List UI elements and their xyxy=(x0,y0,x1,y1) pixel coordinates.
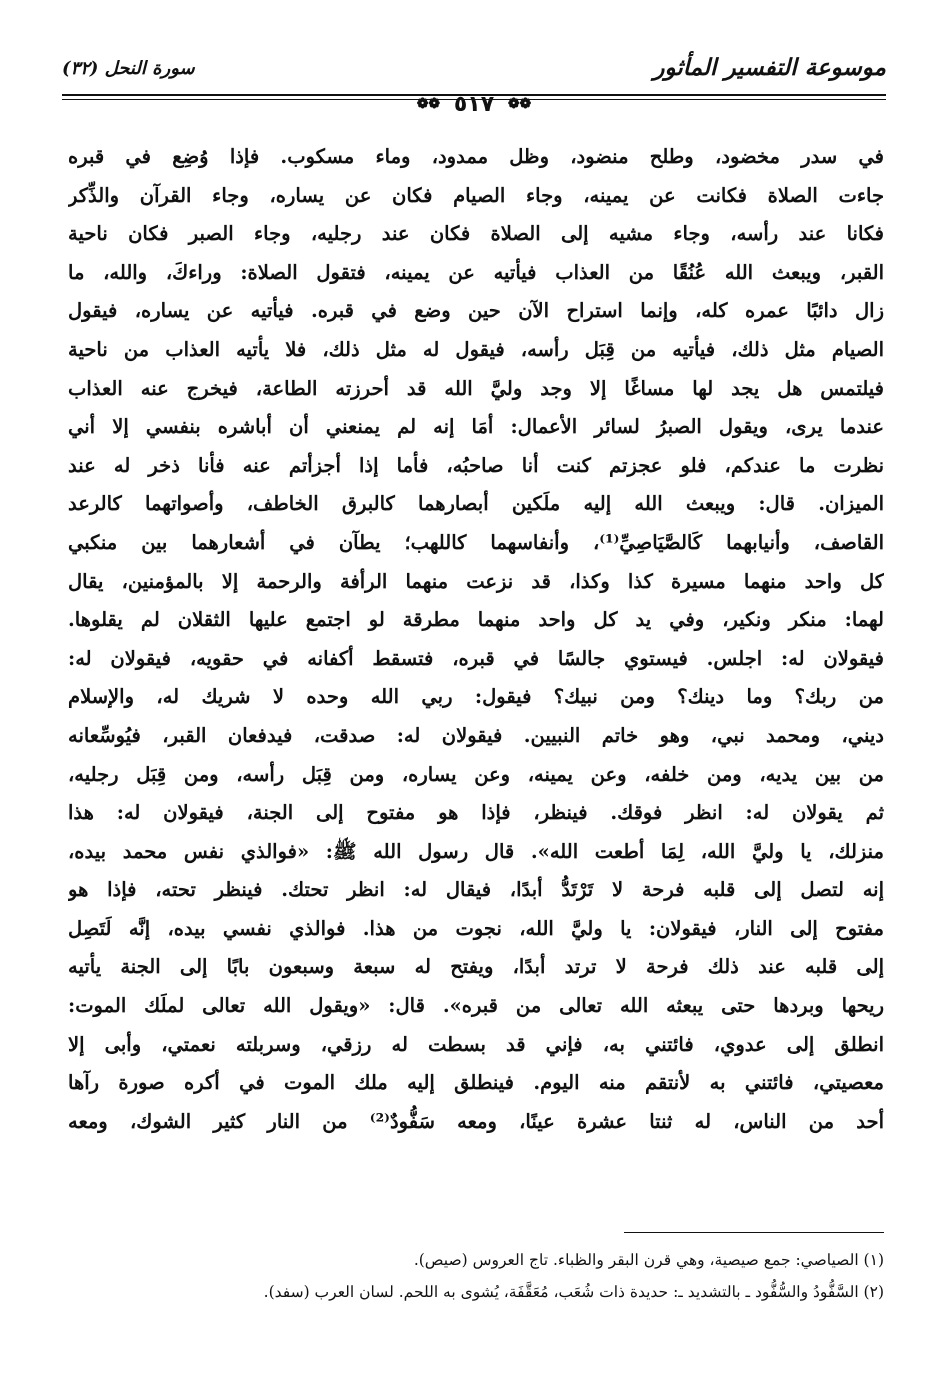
text-line: انطلق إلى عدوي، فائتني به، فإني قد بسطت له رزقي، وسربلته نعمتي، وأبى إلا xyxy=(68,1032,884,1056)
text-line: إلى قلبه عند ذلك فرحة لا ترتد أبدًا، ويفتح له سبعة وسبعون بابًا إلى الجنة يأتيه xyxy=(68,955,884,979)
book-title: موسوعة التفسير المأثور xyxy=(653,54,886,81)
text-line: القاصف، وأنيابهما كَالصَّيَاصِيِّ⁽¹⁾، وأنفاسهما كاللهب؛ يطآن في أشعارهما بين منكبي xyxy=(68,530,884,554)
footnote: (١) الصياصي: جمع صيصية، وهي قرن البقر والظباء. تاج العروس (صيص). xyxy=(413,1251,884,1269)
text-line: زال دائبًا عمره كله، وإنما استراح الآن حين وضع في قبره. فيأتيه عن يساره، فيقول xyxy=(68,299,884,323)
text-line: جاءت الصلاة فكانت عن يمينه، وجاء الصيام فكان عن يساره، وجاء القرآن والذِّكر xyxy=(68,183,884,207)
text-line: الميزان. قال: ويبعث الله إليه ملَكين أبصارهما كالبرق الخاطف، وأصواتهما كالرعد xyxy=(68,492,884,516)
text-line: فيقولان له: اجلس. فيستوي جالسًا في قبره، فتسقط أكفانه في حقويه، فيقولان له: xyxy=(68,646,884,670)
text-line: نظرت ما عندكم، فلو عجزتم كنت أنا صاحبُه، فأما إذا أجزأتم عنه فأنا ذخر له عند xyxy=(68,453,884,477)
text-line: مفتوح إلى النار، فيقولان: يا وليَّ الله، نجوت من هذا. فوالذي نفسي بيده، إنَّه لَتَصِل xyxy=(68,916,884,940)
text-line: في سدر مخضود، وطلح منضود، وظل ممدود، وماء مسكوب. فإذا وُضِع في قبره xyxy=(68,145,884,168)
text-line: القبر، ويبعث الله عُنُقًا من العذاب فيأتيه عن يمينه، فتقول الصلاة: وراءكَ، والله، ما xyxy=(68,260,884,284)
page-number-block xyxy=(0,90,948,117)
footnote: (٢) السَّفُّودُ والسُّفُّود ـ بالتشديد ـ: حديدة ذات شُعَب، مُعَقَّفَة، يُشوى به اللحم. لسان العرب (سفد). xyxy=(263,1283,884,1301)
ornament-left-icon: ❁❁ xyxy=(416,96,441,112)
text-line: ريحها وبردها حتى يبعثه الله تعالى من قبره». قال: «ويقول الله تعالى لملَك الموت: xyxy=(68,994,884,1018)
text-line: منزلك، يا وليَّ الله، لِمَا أطعت الله». قال رسول الله ﷺ: «فوالذي نفس محمد بيده، xyxy=(68,839,884,863)
text-line: عندما يرى، ويقول الصبرُ لسائر الأعمال: أمَا إنه لم يمنعني أن أباشره بنفسي إلا أني xyxy=(68,415,884,439)
text-line: الصيام مثل ذلك، فيأتيه من قِبَل رأسه، فيقول له مثل ذلك، فلا يأتيه العذاب من ناحية xyxy=(68,337,884,361)
text-line: من بين يديه، ومن خلفه، وعن يمينه، وعن يساره، ومن قِبَل رأسه، ومن قِبَل رجليه، xyxy=(68,762,884,786)
text-line: فيلتمس هل يجد لها مساغًا إلا وجد وليَّ الله قد أحرزته الطاعة، فيخرج عنه العذاب xyxy=(68,376,884,400)
body-text xyxy=(68,138,884,1141)
page-number: ٥١٧ xyxy=(453,91,495,117)
text-line: ثم يقولان له: انظر فوقك. فينظر، فإذا هو مفتوح إلى الجنة، فيقولان له: هذا xyxy=(68,801,884,825)
text-line: لهما: منكر ونكير، وفي يد كل واحد منهما مطرقة لو اجتمع عليها الثقلان لم يقلوها. xyxy=(68,608,884,632)
text-line: أحد من الناس، له ثنتا عشرة عينًا، ومعه سَفُّودٌ⁽²⁾ من النار كثير الشوك، ومعه xyxy=(68,1109,884,1133)
ornament-right-icon: ❁❁ xyxy=(507,96,532,112)
text-line: إنه لتصل إلى قلبه فرحة لا تَرْتَدُّ أبدًا، فيقال له: انظر تحتك. فينظر تحته، فإذا هو xyxy=(68,878,884,902)
text-line: ديني، ومحمد نبي، وهو خاتم النبيين. فيقولان له: صدقت، فيدفعان القبر، فيُوسِّعانه xyxy=(68,723,884,747)
text-line: فكانا عند رأسه، وجاء مشيه إلى الصلاة فكان عند رجليه، وجاء الصبر فكان ناحية xyxy=(68,222,884,246)
surah-label: سورة النحل (٣٢) xyxy=(62,58,195,79)
footnote-rule xyxy=(624,1232,884,1233)
footnotes xyxy=(64,1244,884,1308)
text-line: معصيتي، فائتني به لأنتقم منه اليوم. فينطلق إليه ملك الموت في أكره صورة رآها xyxy=(68,1071,884,1095)
text-line: من ربك؟ وما دينك؟ ومن نبيك؟ فيقول: ربي الله وحده لا شريك له، والإسلام xyxy=(68,685,884,709)
text-line: كل واحد منهما مسيرة كذا وكذا، قد نزعت منهما الرأفة والرحمة إلا بالمؤمنين، يقال xyxy=(68,569,884,593)
